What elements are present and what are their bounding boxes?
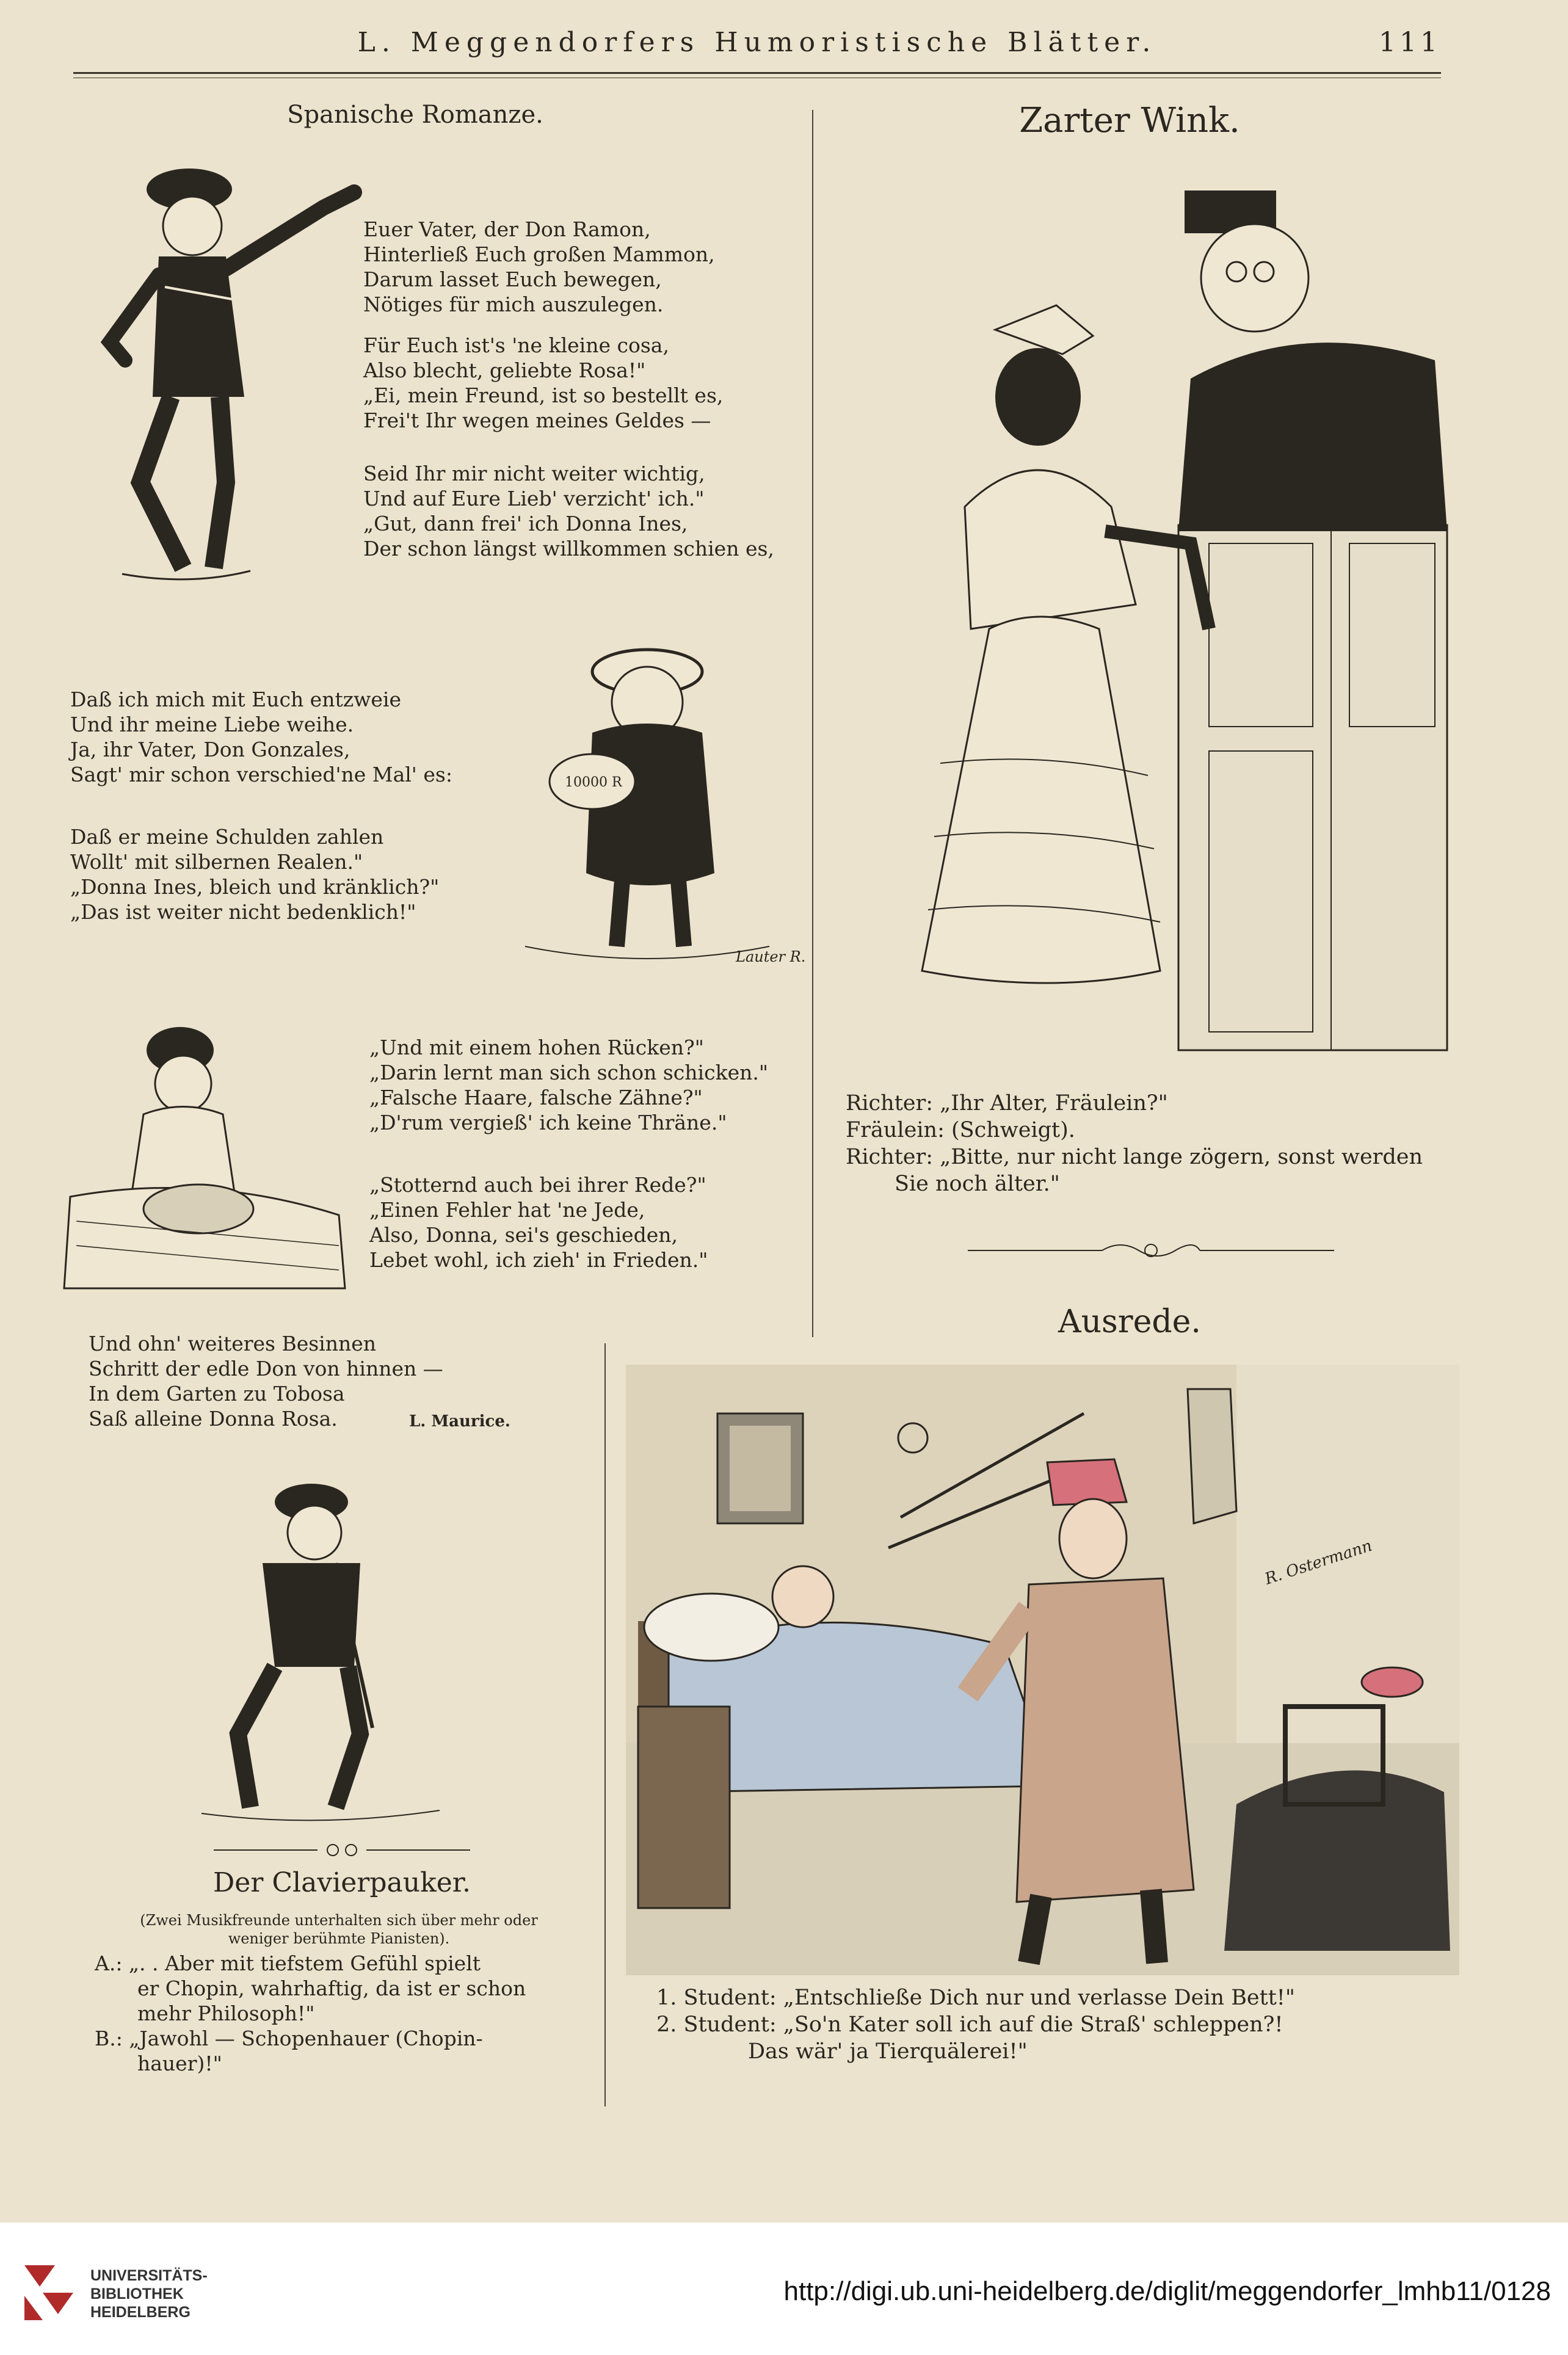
library-name: UNIVERSITÄTS- BIBLIOTHEK HEIDELBERG <box>90 2267 208 2321</box>
illustrator-signature: Lauter R. <box>736 948 806 965</box>
romanze-stanza-5: Daß er meine Schulden zahlen Wollt' mit silbernen Realen." „Donna Ines, bleich und kränklich?" „Das ist weiter nicht bedenklich!" <box>70 825 440 924</box>
ornament-divider-left <box>214 1841 470 1859</box>
romanze-stanza-4: Daß ich mich mit Euch entzweie Und ihr meine Liebe weihe. Ja, ihr Vater, Don Gonzales, Sagt' mir schon verschied'ne Mal' es: <box>70 688 452 786</box>
illustration-student-room <box>626 1365 1459 1975</box>
zarter-wink-dialogue: Richter: „Ihr Alter, Fräulein?" Fräulein: (Schweigt). Richter: „Bitte, nur nicht lange zögern, sonst werden Sie noch älter." <box>846 1091 1423 1196</box>
header <box>73 23 1441 74</box>
money-bag-label: 10000 R <box>565 775 622 790</box>
ausrede-title: Ausrede. <box>1058 1304 1201 1340</box>
source-url[interactable]: http://digi.ub.uni-heidelberg.de/diglit/meggendorfer_lmhb11/0128 <box>783 2276 1551 2306</box>
romanze-stanza-8: Und ohn' weiteres Besinnen Schritt der edle Don von hinnen — In dem Garten zu Tobosa Saß alleine Donna Rosa. <box>89 1332 443 1431</box>
romanze-author: L. Maurice. <box>409 1412 510 1431</box>
zarter-wink-title: Zarter Wink. <box>1019 101 1240 140</box>
romanze-stanza-2: Für Euch ist's 'ne kleine cosa, Also blecht, geliebte Rosa!" „Ei, mein Freund, ist so bestellt es, Frei't Ihr wegen meines Geldes — <box>363 333 724 432</box>
header-title: L. Meggendorfers Humoristische Blätter. <box>357 27 1157 58</box>
illustration-dandy-cane <box>183 1465 452 1832</box>
illustration-court-scene <box>904 165 1453 1056</box>
romanze-stanza-3: Seid Ihr mir nicht weiter wichtig, Und auf Eure Lieb' verzicht' ich." „Gut, dann frei' ich Donna Ines, Der schon längst willkommen schien es, <box>363 462 774 561</box>
romanze-stanza-1: Euer Vater, der Don Ramon, Hinterließ Euch großen Mammon, Darum lasset Euch bewegen, Nötiges für mich auszulegen. <box>363 217 715 316</box>
column-rule-bottom <box>604 1343 606 2106</box>
clavierpauker-subtitle: (Zwei Musikfreunde unterhalten sich über mehr oder weniger berühmte Pianisten). <box>140 1912 538 1947</box>
romanze-stanza-6: „Und mit einem hohen Rücken?" „Darin lernt man sich schon schicken." „Falsche Haare, falsche Zähne?" „D'rum vergieß' ich keine Thräne." <box>369 1036 769 1134</box>
ornament-divider-right <box>968 1238 1334 1263</box>
illustration-signature: R. Ostermann <box>1262 1536 1374 1589</box>
column-rule-top <box>812 110 813 1337</box>
romanze-stanza-7: „Stotternd auch bei ihrer Rede?" „Einen Fehler hat 'ne Jede, Also, Donna, sei's geschieden, Lebet wohl, ich zieh' in Frieden." <box>369 1173 708 1272</box>
romanze-title: Spanische Romanze. <box>287 101 543 129</box>
page-number: 111 <box>1379 27 1441 58</box>
illustration-donna-ines <box>58 1014 351 1301</box>
illustration-dandy <box>67 140 372 598</box>
ausrede-dialogue: 1. Student: „Entschließe Dich nur und verlasse Dein Bett!" 2. Student: „So'n Kater soll ich auf die Straß' schleppen?! Das wär' ja Tierquälerei!" <box>656 1986 1295 2064</box>
clavierpauker-dialogue: A.: „. . Aber mit tiefstem Gefühl spielt er Chopin, wahrhaftig, da ist er schon mehr Philosoph!" B.: „Jawohl — Schopenhauer (Chopin- hauer)!" <box>95 1951 526 2075</box>
clavierpauker-title: Der Clavierpauker. <box>213 1867 471 1898</box>
footer-banner <box>0 2223 1568 2355</box>
library-logo-icon <box>18 2259 79 2326</box>
illustration-money-man <box>501 629 806 977</box>
